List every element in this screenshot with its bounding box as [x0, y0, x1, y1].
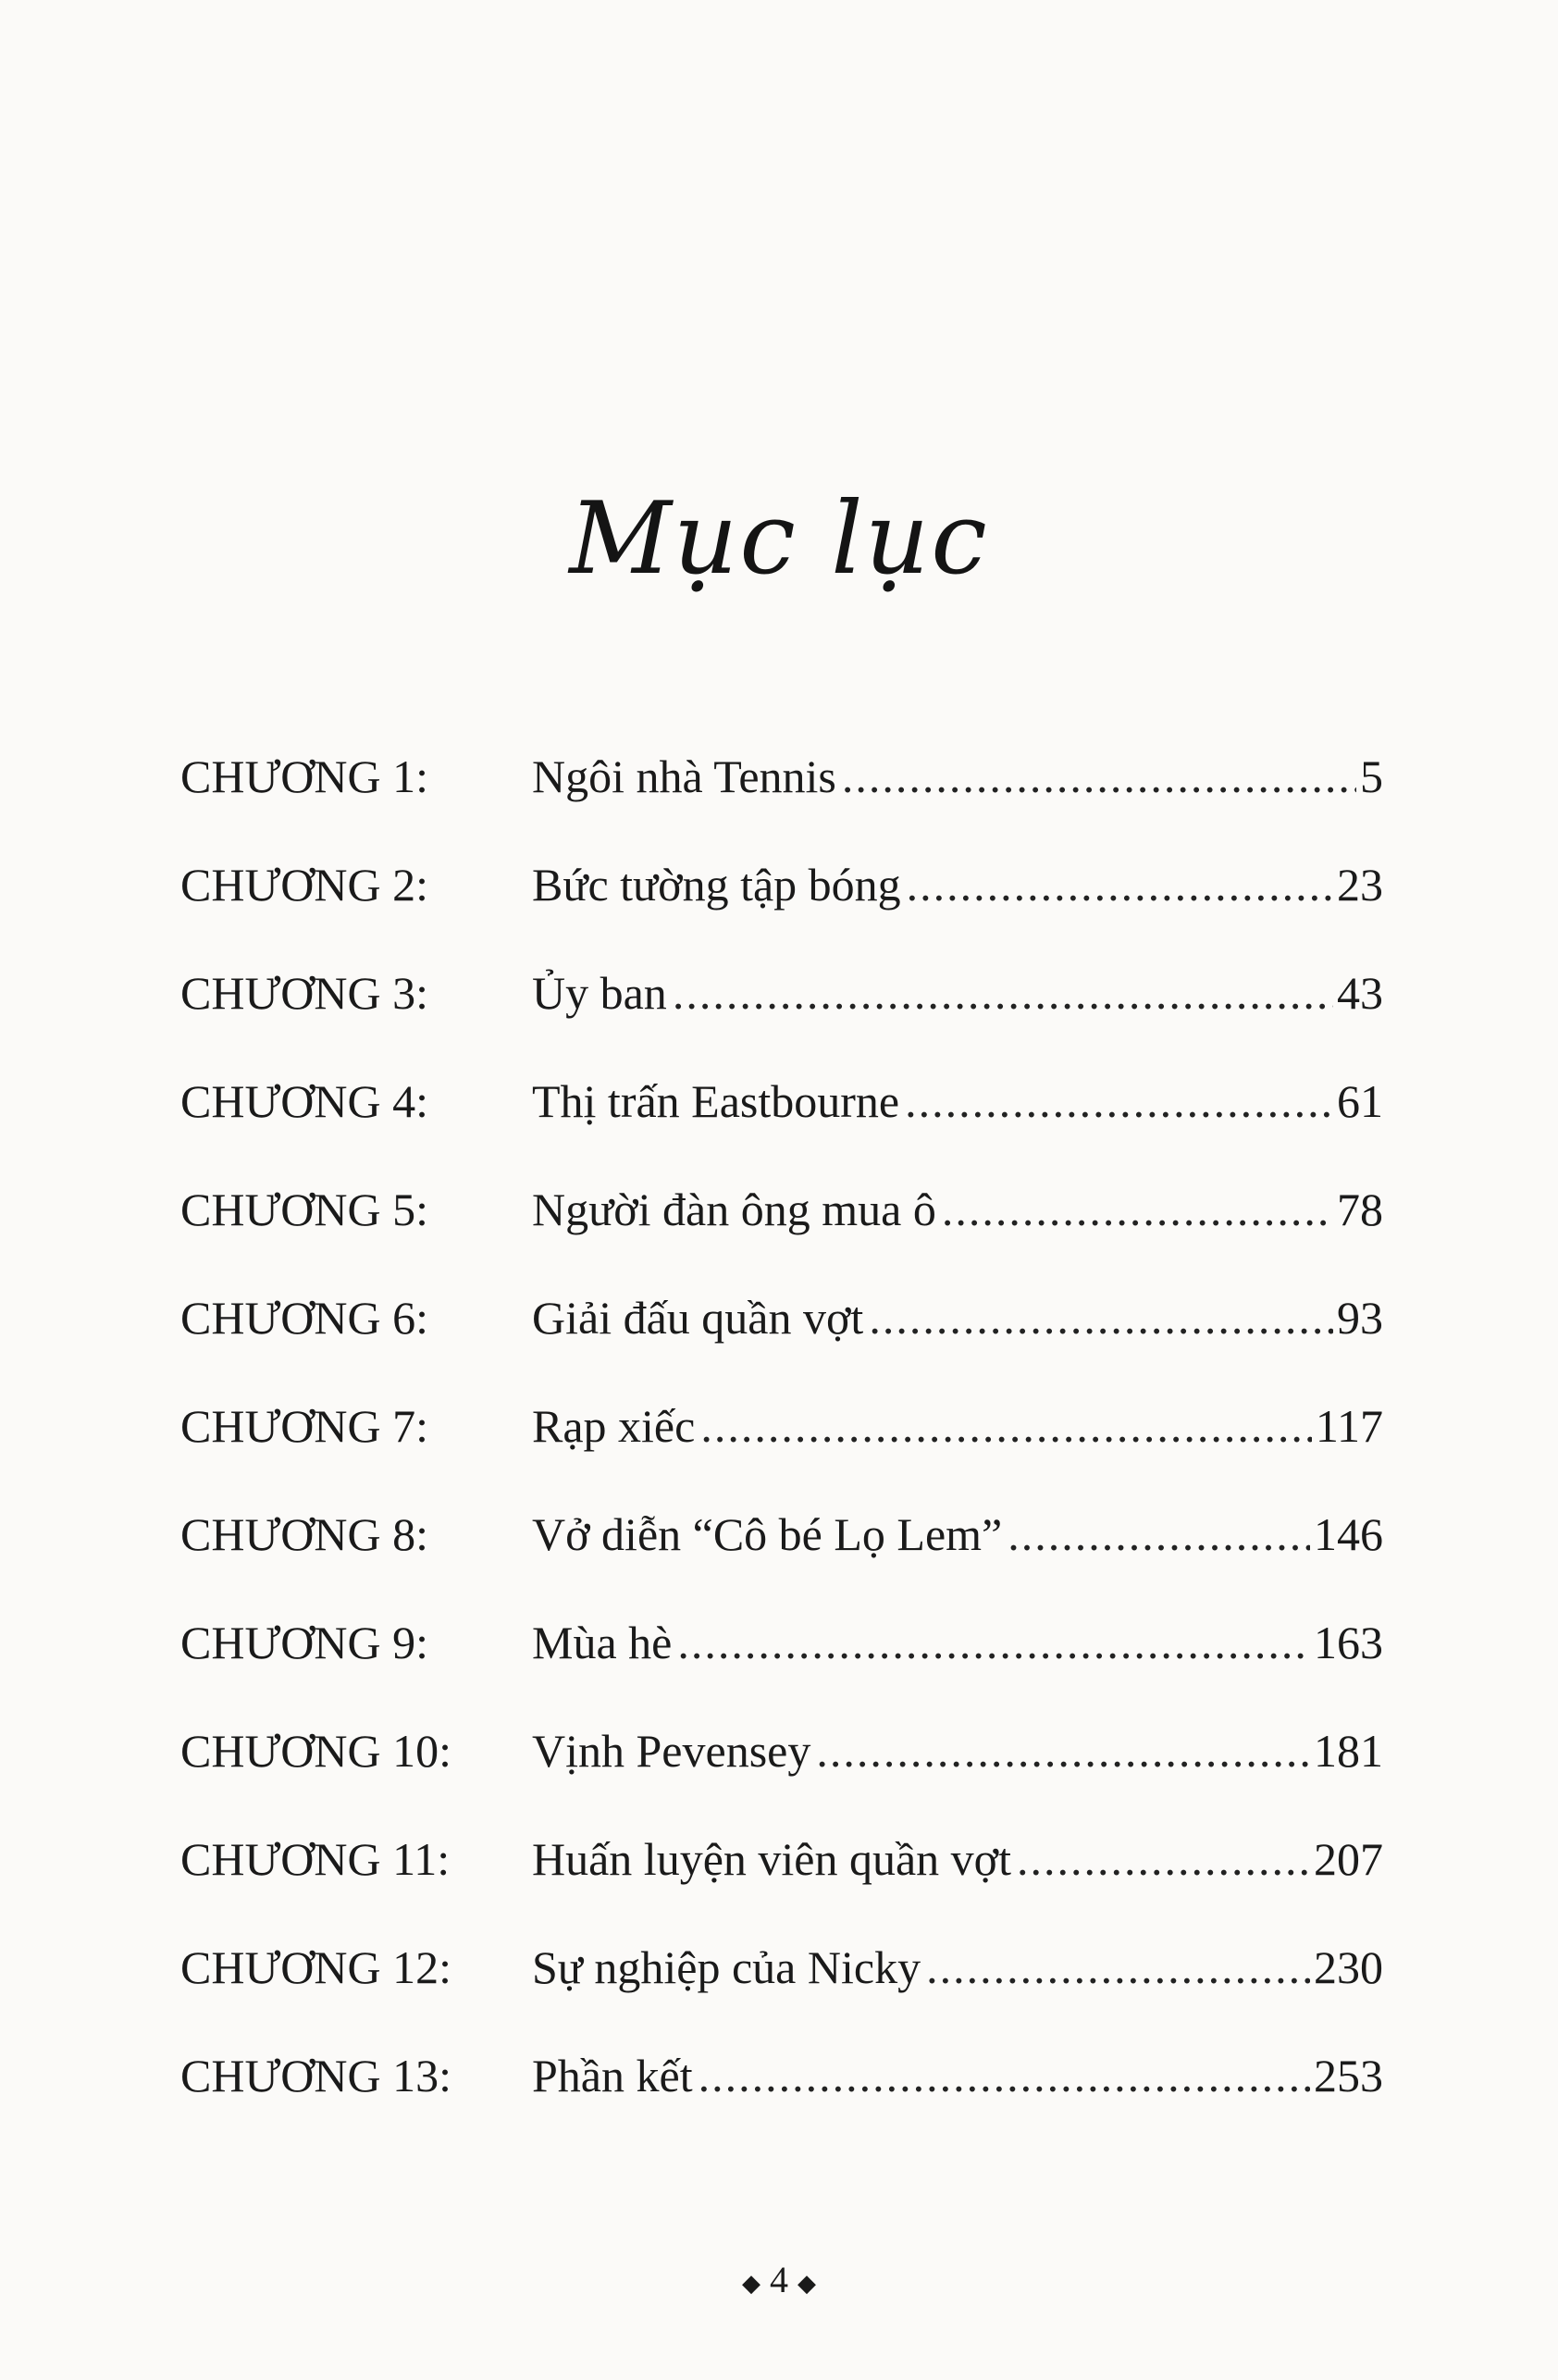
- toc-page-number: 78: [1337, 1184, 1383, 1235]
- toc-page-number: 181: [1314, 1725, 1383, 1777]
- diamond-ornament-icon: ◆: [742, 2269, 760, 2297]
- toc-entry-3: [180, 966, 1383, 1074]
- toc-entry-2: [180, 858, 1383, 966]
- toc-chapter-label: CHƯƠNG 9:: [180, 1617, 428, 1668]
- page-number: 4: [770, 2259, 788, 2300]
- toc-leader-dots: [1017, 1832, 1310, 1886]
- toc-page-number: 253: [1314, 2050, 1383, 2101]
- toc-entry-4: [180, 1074, 1383, 1183]
- toc-page-number: 23: [1337, 859, 1383, 911]
- toc-entry-11: [180, 1832, 1383, 1940]
- toc-chapter-title: Ngôi nhà Tennis: [532, 750, 836, 802]
- toc-page-number: 5: [1360, 750, 1383, 802]
- toc-chapter-title: Sự nghiệp của Nicky: [532, 1941, 921, 1993]
- toc-entry-9: [180, 1616, 1383, 1724]
- toc-entry-10: [180, 1724, 1383, 1832]
- toc-chapter-label: CHƯƠNG 8:: [180, 1508, 428, 1560]
- toc-chapter-title: Rạp xiếc: [532, 1400, 696, 1452]
- toc-chapter-title: Vịnh Pevensey: [532, 1725, 811, 1777]
- toc-leader-dots: [673, 966, 1333, 1020]
- toc-leader-dots: [905, 1074, 1333, 1128]
- toc-chapter-label: CHƯƠNG 1:: [180, 750, 428, 802]
- toc-entry-5: [180, 1183, 1383, 1291]
- toc-chapter-title: Vở diễn “Cô bé Lọ Lem”: [532, 1508, 1003, 1560]
- toc-chapter-title: Người đàn ông mua ô: [532, 1184, 936, 1235]
- toc-chapter-label: CHƯƠNG 5:: [180, 1184, 428, 1235]
- toc-chapter-label: CHƯƠNG 7:: [180, 1400, 428, 1452]
- toc-leader-dots: [816, 1724, 1310, 1778]
- toc-chapter-title: Thị trấn Eastbourne: [532, 1075, 900, 1127]
- toc-entry-1: [180, 750, 1383, 858]
- toc-entry-12: [180, 1940, 1383, 2049]
- toc-chapter-label: CHƯƠNG 4:: [180, 1075, 428, 1127]
- toc-page-number: 230: [1314, 1941, 1383, 1993]
- toc-leader-dots: [942, 1183, 1333, 1236]
- toc-page-number: 61: [1337, 1075, 1383, 1127]
- toc-leader-dots: [869, 1291, 1333, 1345]
- toc-chapter-label: CHƯƠNG 12:: [180, 1941, 451, 1993]
- toc-page-number: 146: [1314, 1508, 1383, 1560]
- toc-leader-dots: [842, 750, 1356, 803]
- toc-page-number: 93: [1337, 1292, 1383, 1344]
- toc-leader-dots: [700, 1399, 1312, 1453]
- toc-leader-dots: [907, 858, 1333, 911]
- toc-leader-dots: [1008, 1507, 1310, 1561]
- toc-entry-8: [180, 1507, 1383, 1616]
- toc-leader-dots: [926, 1940, 1310, 1994]
- page-title: Mục lục: [569, 481, 989, 597]
- toc-chapter-label: CHƯƠNG 10:: [180, 1725, 451, 1777]
- toc-chapter-title: Bức tường tập bóng: [532, 859, 901, 911]
- toc-chapter-label: CHƯƠNG 11:: [180, 1833, 451, 1885]
- toc-chapter-label: CHƯƠNG 13:: [180, 2050, 451, 2101]
- toc-page-number: 43: [1337, 967, 1383, 1019]
- toc-chapter-label: CHƯƠNG 6:: [180, 1292, 428, 1344]
- toc-entry-7: [180, 1399, 1383, 1507]
- toc-entry-6: [180, 1291, 1383, 1399]
- toc-chapter-title: Mùa hè: [532, 1617, 673, 1668]
- toc-leader-dots: [699, 2049, 1310, 2102]
- toc-page-number: 117: [1315, 1400, 1383, 1452]
- toc-chapter-label: CHƯƠNG 3:: [180, 967, 428, 1019]
- table-of-contents: [180, 750, 1383, 2157]
- toc-chapter-title: Phần kết: [532, 2050, 693, 2101]
- toc-page-number: 163: [1314, 1617, 1383, 1668]
- toc-page-number: 207: [1314, 1833, 1383, 1885]
- diamond-ornament-icon: ◆: [798, 2269, 816, 2297]
- page-folio: [0, 2258, 1558, 2301]
- toc-chapter-title: Ủy ban: [532, 967, 667, 1019]
- toc-chapter-title: Giải đấu quần vợt: [532, 1292, 864, 1344]
- toc-chapter-label: CHƯƠNG 2:: [180, 859, 428, 911]
- toc-entry-13: [180, 2049, 1383, 2157]
- toc-leader-dots: [677, 1616, 1310, 1669]
- toc-chapter-title: Huấn luyện viên quần vợt: [532, 1833, 1011, 1885]
